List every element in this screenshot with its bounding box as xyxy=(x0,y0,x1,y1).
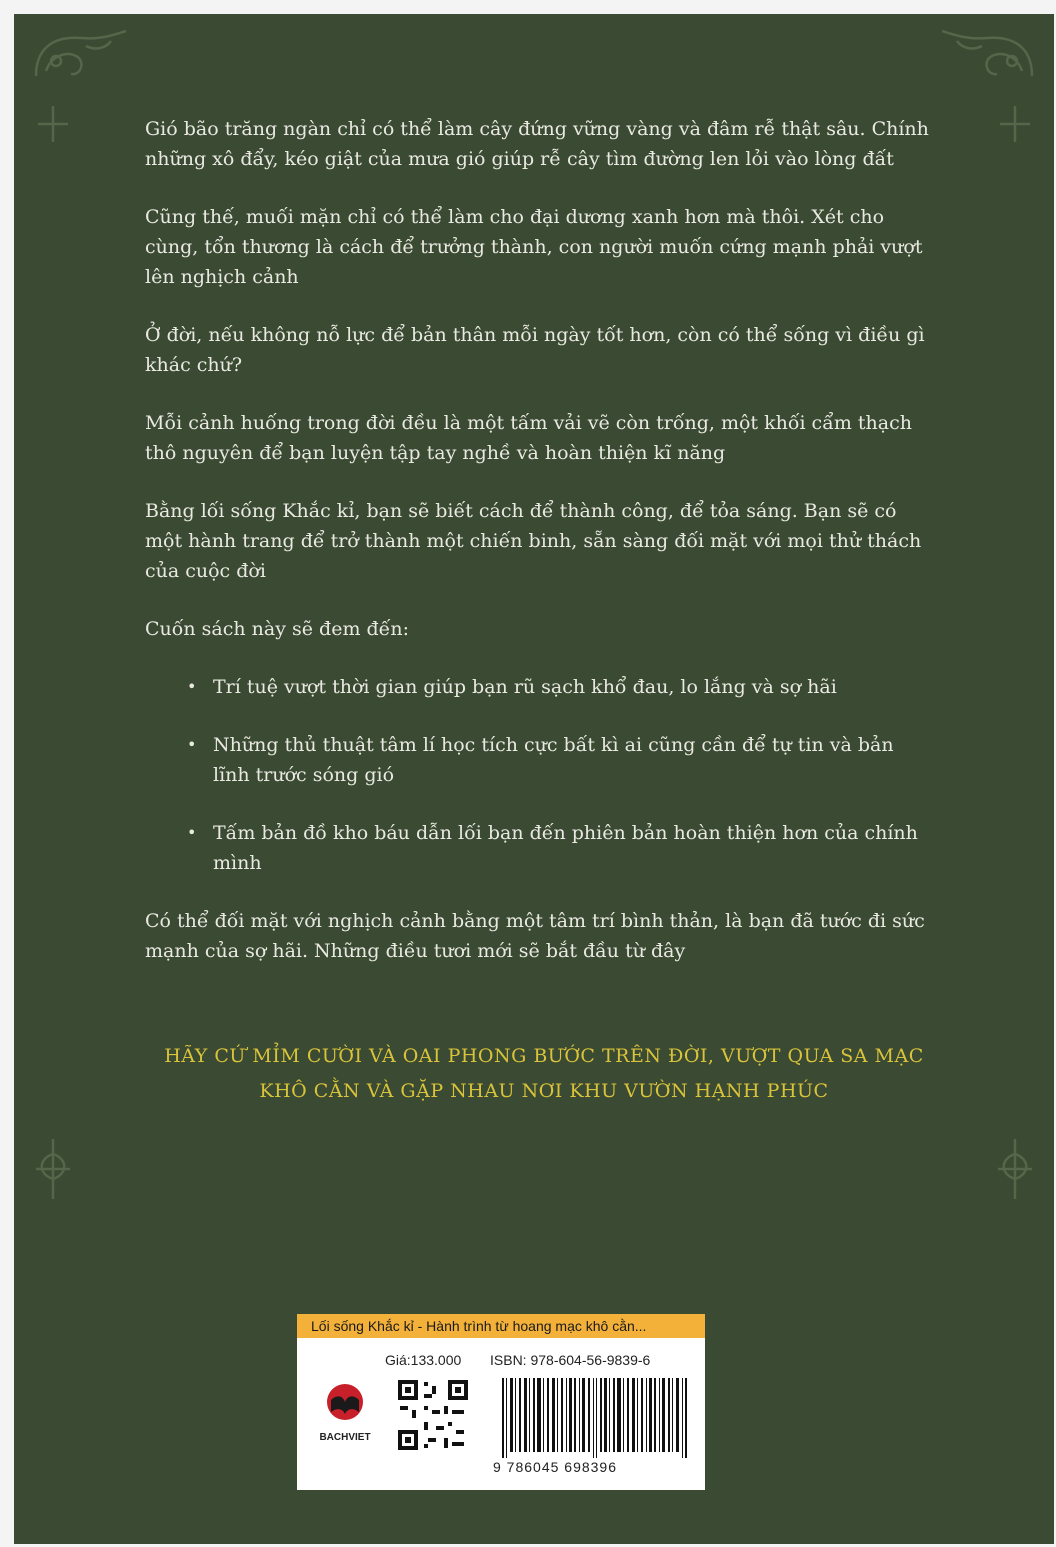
corner-ornament-icon xyxy=(932,26,1042,96)
list-item: • Tấm bản đồ kho báu dẫn lối bạn đến phiên bản hoàn thiện hơn của chính mình xyxy=(213,818,931,878)
blurb-paragraph: Cuốn sách này sẽ đem đến: xyxy=(145,618,409,640)
book-back-cover xyxy=(14,14,1054,1544)
barcode-icon xyxy=(502,1378,690,1464)
blurb-paragraph: Cũng thế, muối mặn chỉ có thể làm cho đại dương xanh hơn mà thôi. Xét cho cùng, tổn thương là cách để trưởng thành, con người muốn cứng mạnh phải vượt lên nghịch cảnh xyxy=(145,206,923,288)
blurb-text xyxy=(145,114,931,994)
qr-code-icon xyxy=(396,1378,470,1452)
side-ornament-icon xyxy=(28,104,78,144)
tagline-line: KHÔ CẰN VÀ GẶP NHAU NƠI KHU VƯỜN HẠNH PHÚC xyxy=(259,1080,829,1102)
book-title-strip: Lối sống Khắc kỉ - Hành trình từ hoang mạc khô cằn... xyxy=(297,1314,705,1338)
list-item: • Trí tuệ vượt thời gian giúp bạn rũ sạch khổ đau, lo lắng và sợ hãi xyxy=(213,672,931,702)
list-item: • Những thủ thuật tâm lí học tích cực bất kì ai cũng cần để tự tin và bản lĩnh trước sóng gió xyxy=(213,730,931,790)
publisher-name: BACHVIET xyxy=(319,1432,371,1443)
barcode-number: 9 786045 698396 xyxy=(493,1459,617,1475)
tagline-line: HÃY CỨ MỈM CƯỜI VÀ OAI PHONG BƯỚC TRÊN ĐỜI, VƯỢT QUA SA MẠC xyxy=(164,1045,924,1067)
corner-ornament-icon xyxy=(26,26,136,96)
blurb-paragraph: Gió bão trăng ngàn chỉ có thể làm cây đứng vững vàng và đâm rễ thật sâu. Chính những xô đẩy, kéo giật của mưa gió giúp rễ cây tìm đường len lỏi vào lòng đất xyxy=(145,118,929,170)
side-ornament-icon xyxy=(28,1134,78,1204)
tagline xyxy=(94,1039,994,1109)
blurb-paragraph: Bằng lối sống Khắc kỉ, bạn sẽ biết cách để thành công, để tỏa sáng. Bạn sẽ có một hành trang để trở thành một chiến binh, sẵn sàng đối mặt với mọi thử thách của cuộc đời xyxy=(145,500,922,582)
side-ornament-icon xyxy=(990,1134,1040,1204)
closing-paragraph: Có thể đối mặt với nghịch cảnh bằng một tâm trí bình thản, là bạn đã tước đi sức mạnh của sợ hãi. Những điều tươi mới sẽ bắt đầu từ đây xyxy=(145,910,925,962)
price-barcode-label xyxy=(297,1314,705,1490)
isbn-text: ISBN: 978-604-56-9839-6 xyxy=(490,1352,651,1368)
benefits-list xyxy=(145,672,931,878)
blurb-paragraph: Mỗi cảnh huống trong đời đều là một tấm vải vẽ còn trống, một khối cẩm thạch thô nguyên để bạn luyện tập tay nghề và hoàn thiện kĩ năng xyxy=(145,412,912,464)
side-ornament-icon xyxy=(990,104,1040,144)
blurb-paragraph: Ở đời, nếu không nỗ lực để bản thân mỗi ngày tốt hơn, còn có thể sống vì điều gì khác chứ? xyxy=(145,324,925,376)
price-text: Giá:133.000 xyxy=(385,1352,462,1368)
